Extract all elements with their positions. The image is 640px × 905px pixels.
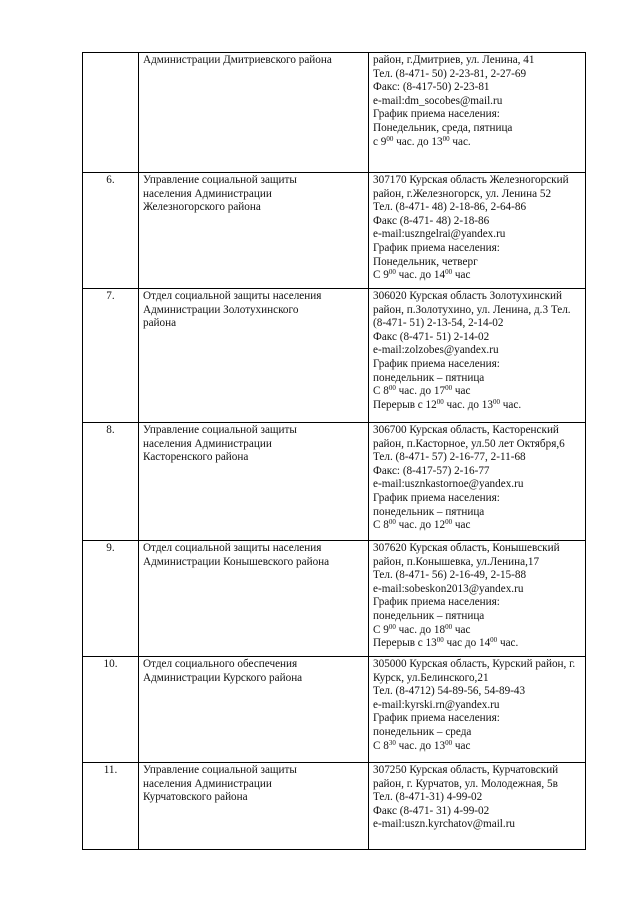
hours-minutes-superscript: 00 — [445, 738, 453, 747]
contact-line: График приема населения: — [373, 712, 500, 725]
organization-name-line: Администрации Курского района — [143, 671, 303, 684]
organization-name-line: населения Администрации — [143, 777, 272, 790]
hours-minutes-superscript: 00 — [445, 518, 453, 527]
table-body — [83, 53, 586, 850]
hours-minutes-superscript: 00 — [436, 397, 444, 406]
hours-text: час. до 13 — [395, 739, 446, 752]
contact-line: График приема населения: — [373, 491, 500, 504]
hours-text: час. — [449, 135, 471, 148]
contact-line: Понедельник, четверг — [373, 255, 478, 268]
contact-info — [369, 763, 586, 850]
hours-minutes-superscript: 00 — [442, 134, 450, 143]
hours-minutes-superscript: 00 — [388, 622, 396, 631]
hours-text: С 9 — [373, 623, 389, 636]
hours-minutes-superscript: 00 — [388, 384, 396, 393]
contact-info — [369, 53, 586, 173]
organization-name-line: Управление социальной защиты — [143, 174, 297, 186]
contact-line: район, п.Касторное, ул.50 лет Октября,6 — [373, 437, 565, 450]
contact-info — [369, 173, 586, 289]
organization-name — [139, 173, 369, 289]
organization-name-line: населения Администрации — [143, 187, 272, 200]
contact-line: Факс: (8-417-57) 2-16-77 — [373, 464, 490, 477]
hours-text: с 9 — [373, 135, 387, 148]
row-number: 7. — [83, 289, 139, 423]
contact-line: Факс (8-471- 51) 2-14-02 — [373, 330, 490, 343]
institutions-table — [82, 52, 586, 850]
reception-hours-line — [373, 399, 581, 413]
contact-line: понедельник – среда — [373, 725, 472, 738]
contact-line: График приема населения: — [373, 241, 500, 254]
contact-line: 307250 Курская область, Курчатовский — [373, 764, 559, 776]
organization-name-line: Управление социальной защиты — [143, 424, 297, 436]
hours-text: час. до 17 — [395, 385, 446, 398]
contact-line: район, п.Золотухино, ул. Ленина, д.3 Тел. — [373, 303, 571, 316]
contact-info — [369, 423, 586, 541]
contact-line: e-mail:zolzobes@yandex.ru — [373, 344, 499, 357]
row-number: 9. — [83, 541, 139, 657]
contact-info — [369, 541, 586, 657]
hours-minutes-superscript: 00 — [445, 384, 453, 393]
contact-line: Тел. (8-471- 50) 2-23-81, 2-27-69 — [373, 67, 527, 80]
table-row — [83, 541, 586, 657]
table-row — [83, 657, 586, 763]
contact-line: 306020 Курская область Золотухинский — [373, 290, 562, 302]
reception-hours-line — [373, 624, 581, 638]
reception-hours-line — [373, 740, 581, 754]
hours-text: час — [452, 623, 471, 636]
contact-line: Понедельник, среда, пятница — [373, 121, 513, 134]
contact-line: Тел. (8-471-31) 4-99-02 — [373, 791, 483, 804]
reception-hours-line — [373, 519, 581, 533]
organization-name — [139, 289, 369, 423]
contact-line: район, г.Дмитриев, ул. Ленина, 41 — [373, 54, 535, 66]
organization-name-line: Отдел социальной защиты населения — [143, 290, 322, 302]
organization-name-line: Администрации Дмитриевского района — [143, 54, 332, 66]
hours-minutes-superscript: 00 — [445, 268, 453, 277]
contact-info — [369, 289, 586, 423]
contact-line: (8-471- 51) 2-13-54, 2-14-02 — [373, 317, 504, 330]
contact-line: Факс: (8-417-50) 2-23-81 — [373, 81, 490, 94]
organization-name-line: Касторенского района — [143, 451, 249, 464]
hours-text: час. до 13 — [393, 135, 443, 148]
row-number — [83, 53, 139, 173]
hours-minutes-superscript: 00 — [436, 636, 444, 645]
organization-name — [139, 541, 369, 657]
organization-name-line: Администрации Золотухинского — [143, 303, 299, 316]
contact-line: 305000 Курская область, Курский район, г. — [373, 658, 576, 670]
hours-text: час. до 18 — [395, 623, 446, 636]
hours-minutes-superscript: 00 — [388, 518, 396, 527]
organization-name-line: Администрации Конышевского района — [143, 555, 330, 568]
hours-text: час — [452, 269, 471, 282]
contact-line: понедельник – пятница — [373, 371, 485, 384]
hours-text: час — [452, 519, 471, 532]
hours-minutes-superscript: 00 — [388, 268, 396, 277]
contact-line: e-mail:dm_socobes@mail.ru — [373, 94, 503, 107]
organization-name-line: Железногорского района — [143, 201, 261, 214]
organization-name-line: Курчатовского района — [143, 791, 248, 804]
contact-line: Тел. (8-471- 48) 2-18-86, 2-64-86 — [373, 201, 527, 214]
organization-name-line: Отдел социального обеспечения — [143, 658, 298, 670]
row-number: 11. — [83, 763, 139, 850]
row-number: 10. — [83, 657, 139, 763]
contact-line: e-mail:uszngelrai@yandex.ru — [373, 228, 506, 241]
hours-minutes-superscript: 00 — [386, 134, 394, 143]
contact-line: Факс (8-471- 31) 4-99-02 — [373, 804, 490, 817]
organization-name — [139, 657, 369, 763]
hours-minutes-superscript: 00 — [492, 397, 500, 406]
organization-name — [139, 53, 369, 173]
hours-text: час. до 12 — [395, 519, 446, 532]
hours-minutes-superscript: 30 — [388, 738, 396, 747]
hours-text: час. до 13 — [443, 398, 493, 411]
contact-line: 307620 Курская область, Конышевский — [373, 542, 560, 554]
contact-line: График приема населения: — [373, 357, 500, 370]
table-row — [83, 173, 586, 289]
contact-info — [369, 657, 586, 763]
contact-line: 306700 Курская область, Касторенский — [373, 424, 559, 436]
hours-minutes-superscript: 00 — [490, 636, 498, 645]
organization-name-line: Отдел социальной защиты населения — [143, 542, 322, 554]
hours-text: С 8 — [373, 739, 389, 752]
hours-text: Перерыв с 12 — [373, 398, 437, 411]
reception-hours-line — [373, 136, 581, 150]
table-row — [83, 53, 586, 173]
contact-line: Тел. (8-471- 56) 2-16-49, 2-15-88 — [373, 569, 527, 582]
reception-hours-line — [373, 269, 581, 283]
organization-name-line: населения Администрации — [143, 437, 272, 450]
table-row — [83, 289, 586, 423]
hours-text: час. — [499, 398, 522, 411]
organization-name-line: Управление социальной защиты — [143, 764, 297, 776]
contact-line: район, г.Железногорск, ул. Ленина 52 — [373, 187, 552, 200]
row-number: 6. — [83, 173, 139, 289]
contact-line: район, г. Курчатов, ул. Молодежная, 5в — [373, 777, 558, 790]
contact-line: График приема населения: — [373, 108, 500, 121]
hours-text: час. — [497, 637, 519, 650]
organization-name — [139, 763, 369, 850]
table-row — [83, 423, 586, 541]
hours-text: С 8 — [373, 385, 389, 398]
contact-line: Факс (8-471- 48) 2-18-86 — [373, 214, 490, 227]
hours-text: С 8 — [373, 519, 389, 532]
contact-line: район, п.Конышевка, ул.Ленина,17 — [373, 555, 540, 568]
contact-line: e-mail:sobeskon2013@yandex.ru — [373, 582, 524, 595]
contact-line: 307170 Курская область Железногорский — [373, 174, 569, 186]
contact-line: Курск, ул.Белинского,21 — [373, 671, 489, 684]
contact-line: понедельник – пятница — [373, 609, 485, 622]
organization-name — [139, 423, 369, 541]
organization-name-line: района — [143, 317, 177, 330]
hours-text: Перерыв с 13 — [373, 637, 437, 650]
contact-line: Тел. (8-4712) 54-89-56, 54-89-43 — [373, 685, 526, 698]
contact-line: e-mail:usznkastornoe@yandex.ru — [373, 478, 524, 491]
contact-line: понедельник – пятница — [373, 505, 485, 518]
row-number: 8. — [83, 423, 139, 541]
table-row — [83, 763, 586, 850]
hours-minutes-superscript: 00 — [445, 622, 453, 631]
contact-line: e-mail:uszn.kyrchatov@mail.ru — [373, 818, 516, 831]
contact-line: График приема населения: — [373, 596, 500, 609]
hours-text: час — [452, 739, 471, 752]
hours-text: час — [452, 385, 471, 398]
reception-hours-line — [373, 385, 581, 399]
reception-hours-line — [373, 637, 581, 651]
hours-text: С 9 — [373, 269, 389, 282]
contact-line: e-mail:kyrski.rn@yandex.ru — [373, 698, 500, 711]
contact-line: Тел. (8-471- 57) 2-16-77, 2-11-68 — [373, 451, 526, 464]
hours-text: час до 14 — [443, 637, 491, 650]
hours-text: час. до 14 — [395, 269, 446, 282]
